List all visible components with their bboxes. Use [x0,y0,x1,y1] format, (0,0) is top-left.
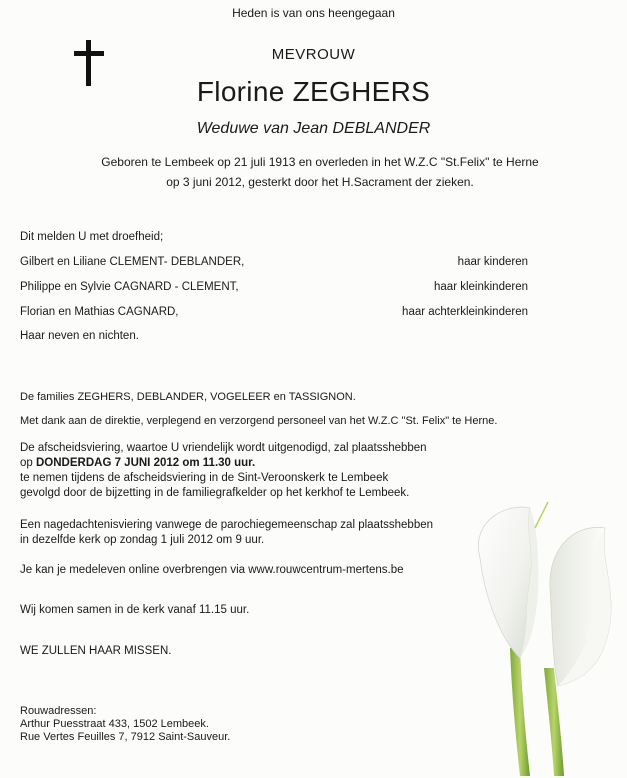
widow-of: Weduwe van Jean DEBLANDER [196,120,431,137]
family-member-names: Philippe en Sylvie CAGNARD - CLEMENT, [20,281,239,293]
family-member-relation: haar kinderen [457,256,528,268]
addresses-label: Rouwadressen: [20,705,97,717]
farewell-date: DONDERDAG 7 JUNI 2012 om 11.30 uur. [36,457,256,469]
family-member-relation: haar achterkleinkinderen [402,306,528,318]
families-line: De families ZEGHERS, DEBLANDER, VOGELEER en TASSIGNON. [20,391,356,403]
farewell-line-2-prefix: op [20,457,36,469]
address-line: Arthur Puesstraat 433, 1502 Lembeek. [20,718,209,730]
birth-death-block [60,152,580,192]
family-member-relation: haar kleinkinderen [434,281,528,293]
memorial-block [20,518,433,548]
calla-lily-icon [440,498,620,776]
family-member-names: Florian en Mathias CAGNARD, [20,306,179,318]
intro-text: Heden is van ons heengegaan [232,6,395,20]
farewell-line-3: te nemen tijdens de afscheidsviering in de Sint-Veroonskerk te Lembeek [20,472,389,484]
thanks-line: Met dank aan de direktie, verplegend en verzorgend personeel van het W.Z.C "St. Felix" te Herne. [20,415,498,427]
deceased-name: Florine ZEGHERS [196,76,431,107]
memorial-line-1: Een nagedachtenisviering vanwege de parochiegemeenschap zal plaatsshebben [20,519,434,531]
birth-death-line-2: op 3 juni 2012, gesterkt door het H.Sacrament der zieken. [166,175,474,189]
farewell-block [20,441,427,501]
farewell-line-4: gevolgd door de bijzetting in de familiegrafkelder op het kerkhof te Lembeek. [20,487,410,499]
memorial-line-2: in dezelfde kerk op zondag 1 juli 2012 om 9 uur. [20,534,265,546]
addresses-block [20,705,230,744]
online-condolence-line: Je kan je medeleven online overbrengen via www.rouwcentrum-mertens.be [20,564,404,576]
title-prefix: MEVROUW [271,46,356,63]
we-will-miss-her: WE ZULLEN HAAR MISSEN. [20,645,172,657]
farewell-line-2 [20,456,427,471]
address-line: Rue Vertes Feuilles 7, 7912 Saint-Sauveur. [20,731,231,743]
meeting-time-line: Wij komen samen in de kerk vanaf 11.15 uur. [20,604,250,616]
farewell-line-1: De afscheidsviering, waartoe U vriendelijk wordt uitgenodigd, zal plaatsshebben [20,442,427,454]
birth-death-line-1: Geboren te Lembeek op 21 juli 1913 en overleden in het W.Z.C "St.Felix" te Herne [101,155,539,169]
family-intro: Dit melden U met droefheid; [20,231,164,243]
nieces-nephews: Haar neven en nichten. [20,330,139,342]
family-member-names: Gilbert en Liliane CLEMENT- DEBLANDER, [20,256,245,268]
